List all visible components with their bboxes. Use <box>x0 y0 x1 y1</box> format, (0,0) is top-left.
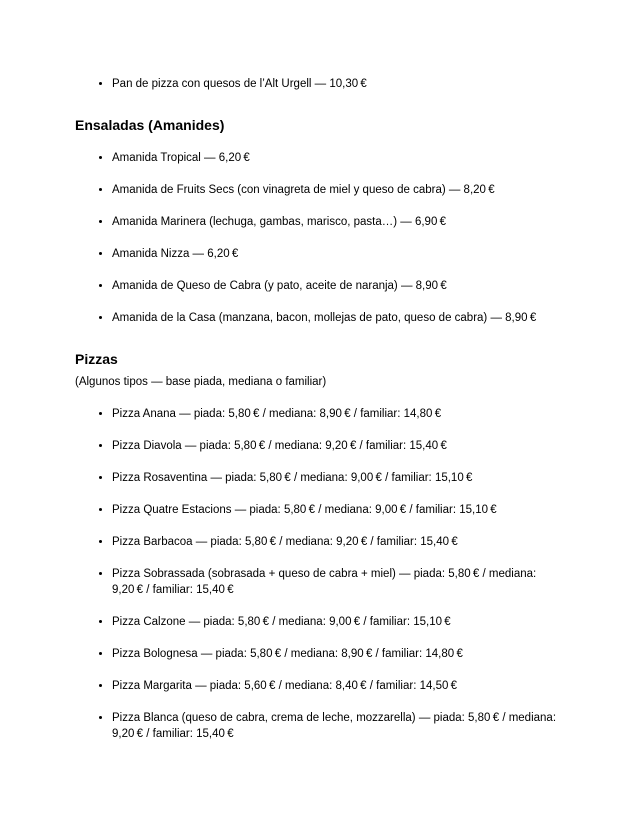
pizzas-list <box>75 390 562 742</box>
menu-item-amanida-tropical: • Amanida Tropical — 6,20 € <box>112 150 562 166</box>
menu-item-amanida-marinera: • Amanida Marinera (lechuga, gambas, marisco, pasta…) — 6,90 € <box>112 214 562 230</box>
menu-item-amanida-de-la-casa: • Amanida de la Casa (manzana, bacon, mollejas de pato, queso de cabra) — 8,90 € <box>112 310 562 326</box>
ensaladas-list <box>75 134 562 326</box>
intro-list <box>75 76 562 92</box>
menu-item-pizza-margarita: • Pizza Margarita — piada: 5,60 € / mediana: 8,40 € / familiar: 14,50 € <box>112 678 562 694</box>
pizzas-section-note: (Algunos tipos — base piada, mediana o familiar) <box>75 376 327 388</box>
menu-item-pizza-quatre-estacions: • Pizza Quatre Estacions — piada: 5,80 € / mediana: 9,00 € / familiar: 15,10 € <box>112 502 562 518</box>
menu-item-pizza-anana: • Pizza Anana — piada: 5,80 € / mediana: 8,90 € / familiar: 14,80 € <box>112 406 562 422</box>
menu-item-pizza-calzone: • Pizza Calzone — piada: 5,80 € / mediana: 9,00 € / familiar: 15,10 € <box>112 614 562 630</box>
section-heading-ensaladas: Ensaladas (Amanides) <box>75 117 225 133</box>
menu-item-pizza-rosaventina: • Pizza Rosaventina — piada: 5,80 € / mediana: 9,00 € / familiar: 15,10 € <box>112 470 562 486</box>
menu-item-pizza-sobrassada: • Pizza Sobrassada (sobrasada + queso de cabra + miel) — piada: 5,80 € / mediana: 9,20 € / familiar: 15,40 € <box>112 566 562 598</box>
menu-item-amanida-nizza: • Amanida Nizza — 6,20 € <box>112 246 562 262</box>
section-heading-pizzas: Pizzas <box>75 351 118 367</box>
menu-item-pizza-diavola: • Pizza Diavola — piada: 5,80 € / mediana: 9,20 € / familiar: 15,40 € <box>112 438 562 454</box>
menu-item-pizza-barbacoa: • Pizza Barbacoa — piada: 5,80 € / mediana: 9,20 € / familiar: 15,40 € <box>112 534 562 550</box>
menu-item-pizza-blanca: • Pizza Blanca (queso de cabra, crema de leche, mozzarella) — piada: 5,80 € / mediana: 9,20 € / familiar: 15,40 € <box>112 710 562 742</box>
menu-item-amanida-fruits-secs: • Amanida de Fruits Secs (con vinagreta de miel y queso de cabra) — 8,20 € <box>112 182 562 198</box>
menu-item-pizza-bolognesa: • Pizza Bolognesa — piada: 5,80 € / mediana: 8,90 € / familiar: 14,80 € <box>112 646 562 662</box>
menu-item-amanida-queso-cabra: • Amanida de Queso de Cabra (y pato, aceite de naranja) — 8,90 € <box>112 278 562 294</box>
menu-item-pan-de-pizza: • Pan de pizza con quesos de l’Alt Urgell — 10,30 € <box>112 76 562 92</box>
